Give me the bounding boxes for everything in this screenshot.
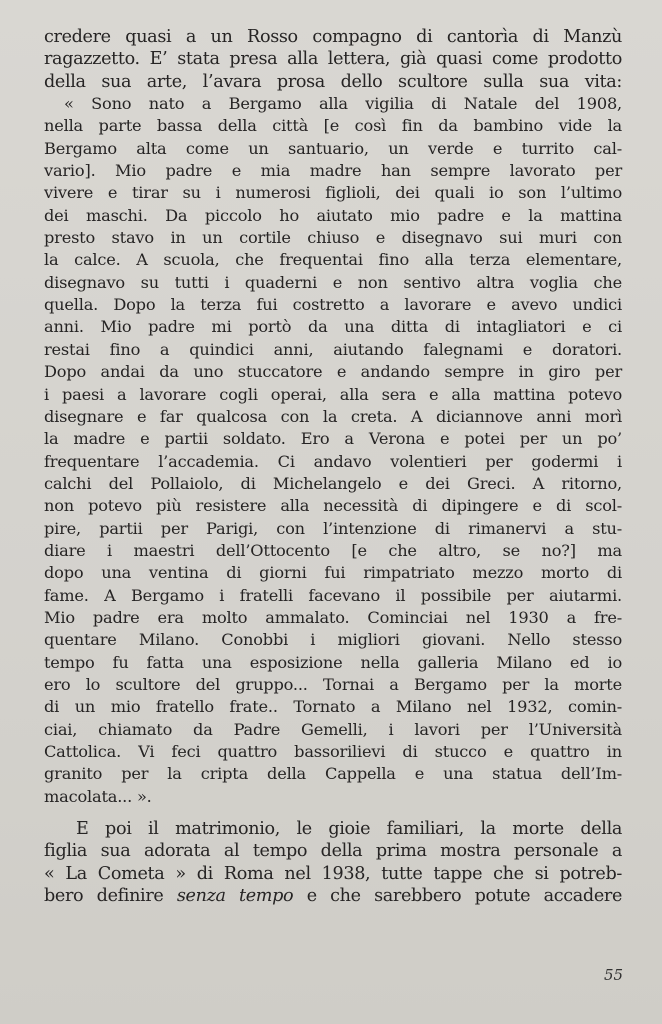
quote-line: frequentare l’accademia. Ci andavo volentieri per godermi i — [44, 451, 622, 471]
quote-line: ciai, chiamato da Padre Gemelli, i lavori per l’Università — [44, 719, 622, 739]
quote-line: anni. Mio padre mi portò da una ditta di intagliatori e ci — [44, 317, 622, 337]
quote-line: ero lo scultore del gruppo... Tornai a Bergamo per la morte — [44, 674, 622, 694]
quote-line: Bergamo alta come un santuario, un verde e turrito cal- — [44, 138, 622, 158]
quote-line: macolata... ». — [44, 786, 152, 806]
quote-line: granito per la cripta della Cappella e una statua dell’Im- — [44, 764, 622, 784]
quote-line: restai fino a quindici anni, aiutando falegnami e doratori. — [44, 339, 622, 359]
quote-line: quella. Dopo la terza fui costretto a lavorare e avevo undici — [44, 295, 622, 315]
quote-line: dopo una ventina di giorni fui rimpatriato mezzo morto di — [44, 563, 622, 583]
quote-line: i paesi a lavorare cogli operai, alla sera e alla mattina potevo — [44, 384, 622, 404]
page-number: 55 — [604, 966, 624, 984]
last-line-italic: senza tempo — [176, 886, 294, 907]
quote-line: disegnavo su tutti i quaderni e non sentivo altra voglia che — [44, 272, 622, 292]
quote-line: « Sono nato a Bergamo alla vigilia di Natale del 1908, — [64, 94, 622, 114]
intro-line: ragazzetto. E’ stata presa alla lettera, già quasi come prodotto — [44, 49, 622, 70]
quote-line: quentare Milano. Conobbi i migliori giovani. Nello stesso — [44, 630, 622, 650]
paragraph-line: « La Cometa » di Roma nel 1938, tutte tappe che si potreb- — [44, 863, 622, 884]
body-text — [44, 26, 622, 907]
paragraph-line: figlia sua adorata al tempo della prima mostra personale a — [44, 841, 622, 862]
quote-line: la calce. A scuola, che frequentai fino alla terza elementare, — [44, 250, 622, 270]
quote-line: Cattolica. Vi feci quattro bassorilievi di stucco e quattro in — [44, 742, 622, 761]
quote-line: vivere e tirar su i numerosi figlioli, dei quali io son l’ultimo — [44, 183, 622, 203]
quote-line: non potevo più resistere alla necessità di dipingere e di scol- — [44, 496, 622, 516]
quote-line: nella parte bassa della città [e così fin da bambino vide la — [44, 116, 622, 136]
paragraph-gap — [44, 808, 622, 818]
quote-line: tempo fu fatta una esposizione nella galleria Milano ed io — [44, 652, 622, 672]
quote-line: dei maschi. Da piccolo ho aiutato mio padre e la mattina — [44, 205, 622, 225]
quote-line: disegnare e far qualcosa con la creta. A diciannove anni morì — [44, 406, 622, 426]
quote-line: Mio padre era molto ammalato. Cominciai nel 1930 a fre- — [44, 607, 622, 627]
paragraph-line-last — [44, 885, 622, 907]
intro-line: credere quasi a un Rosso compagno di cantorìa di Manzù — [44, 27, 622, 47]
quote-line: diare i maestri dell’Ottocento [e che altro, se no?] ma — [44, 540, 622, 560]
paragraph-line: E poi il matrimonio, le gioie familiari, la morte della — [76, 819, 622, 840]
quote-line: fame. A Bergamo i fratelli facevano il possibile per aiutarmi. — [44, 585, 622, 605]
quote-line: pire, partii per Parigi, con l’intenzione di rimanervi a stu- — [44, 518, 622, 538]
quote-line: presto stavo in un cortile chiuso e disegnavo sui muri con — [44, 228, 622, 248]
quote-line: la madre e partii soldato. Ero a Verona e potei per un po’ — [44, 429, 622, 449]
quote-line: vario]. Mio padre e mia madre han sempre lavorato per — [44, 161, 622, 181]
quote-line: Dopo andai da uno stuccatore e andando sempre in giro per — [44, 362, 622, 382]
last-line-after: e che sarebbero potute accadere — [293, 886, 623, 907]
intro-line: della sua arte, l’avara prosa dello scultore sulla sua vita: — [44, 71, 622, 92]
quote-line: di un mio fratello frate.. Tornato a Milano nel 1932, comin- — [44, 697, 622, 717]
quote-line: calchi del Pollaiolo, di Michelangelo e dei Greci. A ritorno, — [44, 473, 622, 493]
last-line-before: bero definire — [44, 886, 177, 907]
